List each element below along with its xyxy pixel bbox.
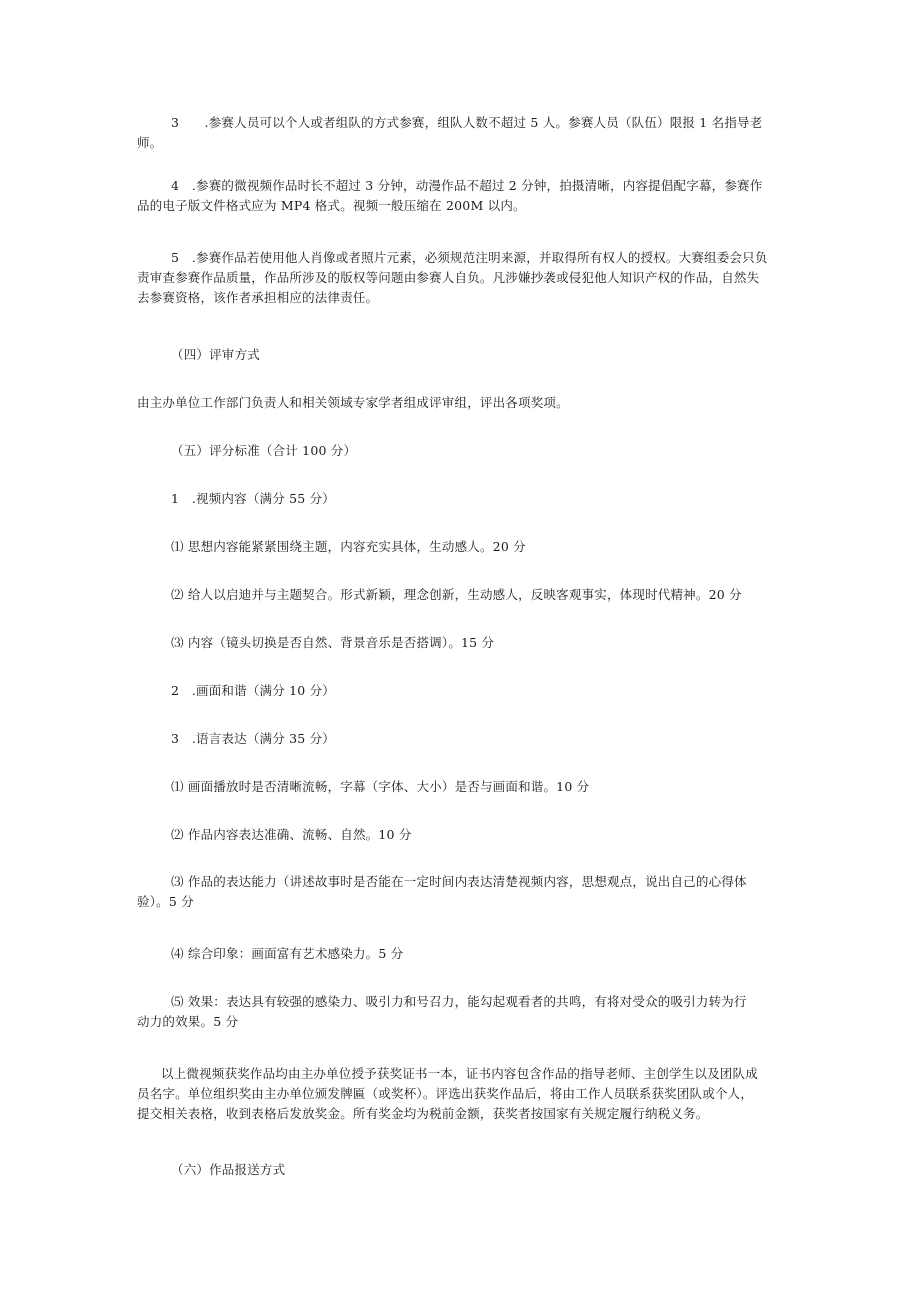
text-line: 验）。5 分 [137,894,194,909]
text-line: ⑷ 综合印象：画面富有艺术感染力。5 分 [171,946,404,961]
text-line: 4 .参赛的微视频作品时长不超过 3 分钟，动漫作品不超过 2 分钟，拍摄清晰，内容提倡配字幕，参赛作 [171,178,763,193]
text-line: ⑸ 效果：表达具有较强的感染力、吸引力和号召力，能勾起观看者的共鸣，有将对受众的吸引力转为行 [171,994,747,1009]
paragraph-awards [137,1064,787,1124]
subitem [137,944,787,964]
text-line: 2 .画面和谐（满分 10 分） [171,683,335,698]
text-line: ⑵ 作品内容表达准确、流畅、自然。10 分 [171,827,412,842]
subitem [137,872,787,912]
text-line: 去参赛资格，该作者承担相应的法律责任。 [137,290,379,305]
heading-submission-method [137,1160,787,1180]
text-line: 师。 [137,135,163,150]
text-line: （五）评分标准（合计 100 分） [171,443,357,458]
text-line: ⑴ 画面播放时是否清晰流畅，字幕（字体、大小）是否与画面和谐。10 分 [171,779,590,794]
subitem [137,825,787,845]
text-line: 3 .语言表达（满分 35 分） [171,731,335,746]
text-line: （四）评审方式 [171,347,260,362]
item-picture-harmony [137,681,787,701]
subitem [137,992,787,1032]
subitem [137,585,787,605]
subitem [137,777,787,797]
text-line: 员名字。单位组织奖由主办单位颁发牌匾（或奖杯）。评选出获奖作品后，将由工作人员联系获奖团队或个人， [137,1086,754,1101]
text-line: 5 .参赛作品若使用他人肖像或者照片元素，必须规范注明来源，并取得所有权人的授权。大赛组委会只负 [171,250,768,265]
text-line: 3 .参赛人员可以个人或者组队的方式参赛，组队人数不超过 5 人。参赛人员（队伍）限报 1 名指导老 [171,115,763,130]
heading-scoring-standard [137,441,787,461]
paragraph-copyright [137,248,787,308]
text-line: 品的电子版文件格式应为 MP4 格式。视频一般压缩在 200M 以内。 [137,198,526,213]
subitem [137,537,787,557]
paragraph-participants [137,113,787,153]
subitem [137,633,787,653]
text-line: ⑴ 思想内容能紧紧围绕主题，内容充实具体，生动感人。20 分 [171,539,526,554]
text-line: 1 .视频内容（满分 55 分） [171,491,335,506]
text-line: 由主办单位工作部门负责人和相关领域专家学者组成评审组，评出各项奖项。 [137,395,569,410]
item-language-expression [137,729,787,749]
text-line: ⑵ 给人以启迪并与主题契合。形式新颖，理念创新，生动感人，反映客观事实，体现时代精神。20 分 [171,587,742,602]
item-video-content [137,489,787,509]
paragraph-review-panel [137,393,787,413]
text-line: ⑶ 内容（镜头切换是否自然、背景音乐是否搭调）。15 分 [171,635,495,650]
text-line: 以上微视频获奖作品均由主办单位授予获奖证书一本，证书内容包含作品的指导老师、主创学生以及团队成 [161,1066,758,1081]
heading-review-method [137,345,787,365]
text-line: 提交相关表格，收到表格后发放奖金。所有奖金均为税前金额，获奖者按国家有关规定履行纳税义务。 [137,1106,709,1121]
paragraph-video-length [137,176,787,216]
text-line: ⑶ 作品的表达能力（讲述故事时是否能在一定时间内表达清楚视频内容，思想观点，说出自己的心得体 [171,874,747,889]
text-line: 责审查参赛作品质量，作品所涉及的版权等问题由参赛人自负。凡涉嫌抄袭或侵犯他人知识产权的作品，自然失 [137,270,760,285]
text-line: 动力的效果。5 分 [137,1014,239,1029]
text-line: （六）作品报送方式 [171,1162,286,1177]
